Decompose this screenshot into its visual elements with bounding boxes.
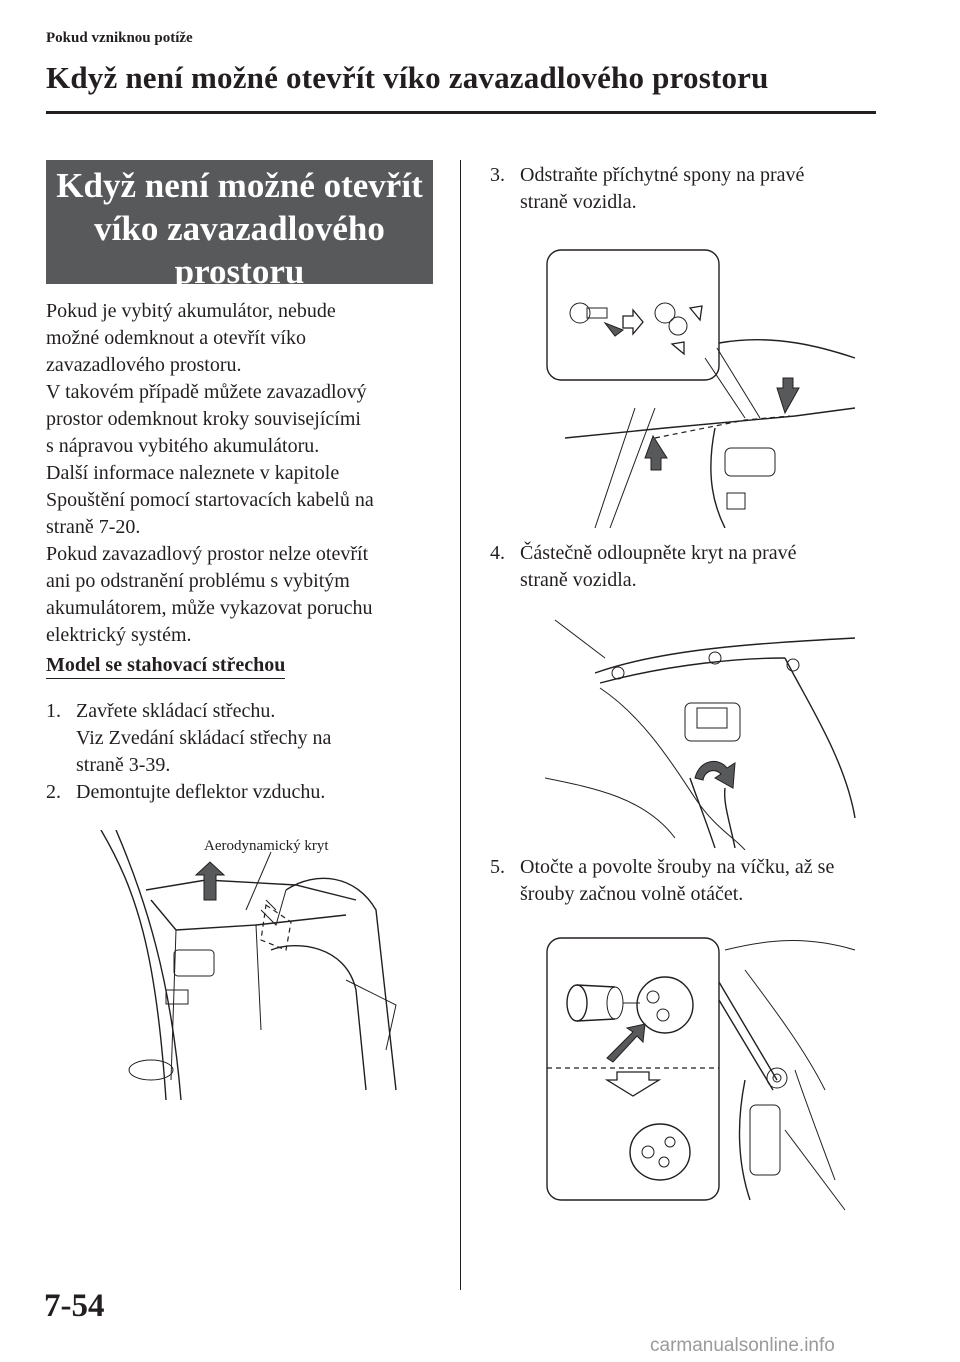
section-title-line-1: Když není možné otevřít	[56, 166, 423, 205]
step-text: Částečně odloupněte kryt na pravé	[520, 542, 797, 564]
step-number: 2.	[46, 781, 61, 803]
section-label: Pokud vzniknou potíže	[46, 30, 193, 46]
step-text: straně 3-39.	[76, 754, 171, 776]
page-title: Když není možné otevřít víko zavazadlového prostoru	[46, 60, 769, 95]
step-2	[46, 779, 446, 806]
intro-line: ani po odstranění problému s vybitým	[46, 570, 350, 592]
clip-removal-illustration	[545, 248, 857, 528]
intro-line: Další informace naleznete v kapitole	[46, 462, 340, 484]
figure-caption: Aerodynamický kryt	[204, 838, 329, 854]
step-5	[490, 854, 910, 908]
section-title-line-3: prostoru	[174, 252, 305, 291]
intro-line: straně 7-20.	[46, 516, 141, 538]
intro-line: V takovém případě můžete zavazadlový	[46, 381, 367, 403]
page-number: 7-54	[44, 1288, 105, 1324]
step-text: Odstraňte příchytné spony na pravé	[520, 164, 805, 186]
subheading: Model se stahovací střechou	[46, 654, 285, 679]
intro-line: možné odemknout a otevřít víko	[46, 327, 306, 349]
intro-line: Pokud zavazadlový prostor nelze otevřít	[46, 543, 369, 565]
step-1	[46, 698, 446, 779]
intro-line: zavazadlového prostoru.	[46, 354, 242, 376]
step-text: straně vozidla.	[520, 569, 637, 591]
intro-line: akumulátorem, může vykazovat poruchu	[46, 597, 373, 619]
intro-text	[46, 298, 446, 649]
column-divider	[460, 160, 461, 1290]
deflector-illustration	[96, 830, 416, 1100]
section-title-box	[46, 160, 433, 291]
intro-line: prostor odemknout kroky souvisejícími	[46, 408, 361, 430]
step-number: 4.	[490, 542, 505, 564]
intro-line: s nápravou vybitého akumulátoru.	[46, 435, 320, 457]
step-3	[490, 162, 910, 216]
intro-line: elektrický systém.	[46, 624, 192, 646]
intro-line: Pokud je vybitý akumulátor, nebude	[46, 300, 336, 322]
step-4	[490, 540, 910, 594]
cover-peel-illustration	[545, 618, 857, 850]
intro-line: Spouštění pomocí startovacích kabelů na	[46, 489, 374, 511]
watermark: carmanualsonline.info	[650, 1335, 835, 1356]
step-text: straně vozidla.	[520, 191, 637, 213]
step-text: šrouby začnou volně otáčet.	[520, 883, 744, 905]
step-text: Demontujte deflektor vzduchu.	[76, 781, 326, 803]
header-rule	[46, 111, 876, 114]
step-text: Otočte a povolte šrouby na víčku, až se	[520, 856, 835, 878]
step-number: 1.	[46, 700, 61, 722]
step-text: Zavřete skládací střechu.	[76, 700, 276, 722]
screw-loosening-illustration	[545, 930, 860, 1220]
step-text: Viz Zvedání skládací střechy na	[76, 727, 332, 749]
step-number: 5.	[490, 856, 505, 878]
section-title-line-2: víko zavazadlového	[94, 209, 385, 248]
step-number: 3.	[490, 164, 505, 186]
